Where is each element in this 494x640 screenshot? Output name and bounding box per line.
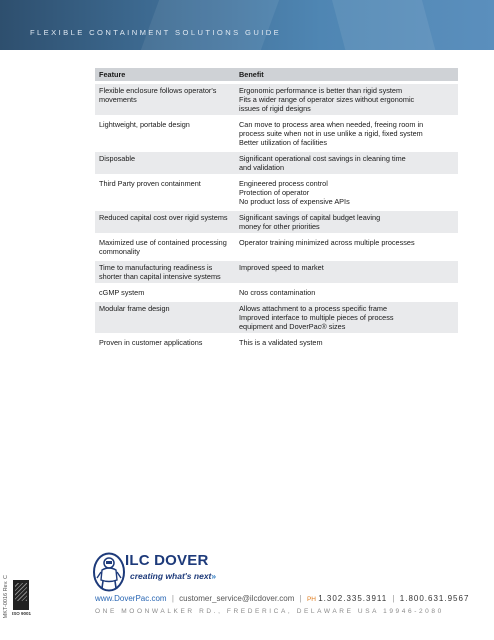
benefit-text-line: process suite when not in use unlike a rigid, fixed system [239, 129, 423, 138]
tagline-text: creating what's next [130, 571, 212, 581]
table-row [95, 285, 458, 301]
brand-block [92, 552, 222, 592]
table-row [95, 301, 458, 335]
company-address: ONE MOONWALKER RD., FREDERICA, DELAWARE USA 19946-2080 [95, 608, 444, 615]
brand-tagline [130, 571, 216, 581]
table-row [95, 260, 458, 285]
benefit-cell [235, 301, 458, 335]
benefit-cell [235, 285, 458, 301]
benefit-text-line: Fits a wider range of operator sizes without ergonomic [239, 95, 415, 104]
benefit-text-line: Operator training minimized across multiple processes [239, 238, 415, 247]
benefit-cell [235, 210, 458, 235]
feature-cell [95, 210, 235, 235]
guide-title: FLEXIBLE CONTAINMENT SOLUTIONS GUIDE [30, 28, 282, 37]
tollfree-number: 1.800.631.9567 [399, 594, 470, 603]
contact-separator: | [171, 594, 174, 603]
feature-cell [95, 83, 235, 117]
phone-label: PH [306, 596, 316, 603]
benefit-text-line: issues of rigid designs [239, 104, 311, 113]
feature-text-line: Time to manufacturing readiness is [99, 263, 213, 272]
header-banner [0, 0, 494, 50]
astronaut-logo-icon [92, 552, 126, 592]
email-link[interactable]: customer_service@ilcdover.com [179, 594, 295, 603]
feature-text-line: Reduced capital cost over rigid systems [99, 213, 228, 222]
feature-text-line: Maximized use of contained processing [99, 238, 227, 247]
tagline-arrow-icon: » [211, 571, 217, 581]
feature-text-line: Lightweight, portable design [99, 120, 190, 129]
iso-certification-label: ISO 9001 [12, 611, 32, 616]
document-code: MKT-0016 Rev. C [3, 575, 9, 619]
feature-cell [95, 260, 235, 285]
table-row [95, 235, 458, 260]
benefit-text-line: Improved speed to market [239, 263, 324, 272]
table-row [95, 151, 458, 176]
benefit-cell [235, 151, 458, 176]
benefit-cell [235, 260, 458, 285]
iso-badge-pattern [15, 583, 27, 601]
feature-cell [95, 176, 235, 210]
contact-separator: | [299, 594, 302, 603]
table-row [95, 335, 458, 350]
feature-cell [95, 285, 235, 301]
benefit-text-line: Ergonomic performance is better than rigid system [239, 86, 403, 95]
banner-highlight [134, 0, 287, 50]
feature-cell [95, 151, 235, 176]
feature-cell [95, 235, 235, 260]
banner-highlight [329, 0, 440, 50]
iso-certification-badge [13, 580, 29, 610]
benefit-cell [235, 83, 458, 117]
benefit-text-line: This is a validated system [239, 338, 323, 347]
website-link[interactable]: www.DoverPac.com [95, 594, 167, 603]
feature-text-line: movements [99, 95, 137, 104]
benefit-text-line: Improved interface to multiple pieces of process [239, 313, 394, 322]
feature-text-line: Third Party proven containment [99, 179, 201, 188]
benefit-text-line: Allows attachment to a process specific frame [239, 304, 388, 313]
benefit-text-line: Better utilization of facilities [239, 138, 328, 147]
benefit-text-line: and validation [239, 163, 285, 172]
table-row [95, 210, 458, 235]
benefit-text-line: No cross contamination [239, 288, 316, 297]
phone-number: 1.302.335.3911 [318, 594, 388, 603]
contact-separator: | [392, 594, 395, 603]
benefit-text-line: Engineered process control [239, 179, 328, 188]
contact-line [95, 594, 469, 603]
brand-name: ILC DOVER [125, 552, 209, 569]
table-header-row [95, 68, 458, 83]
benefit-cell [235, 335, 458, 350]
table-row [95, 117, 458, 151]
benefit-text-line: Significant operational cost savings in cleaning time [239, 154, 406, 163]
column-header-benefit: Benefit [235, 68, 458, 83]
feature-text-line: shorter than capital intensive systems [99, 272, 221, 281]
feature-text-line: commonality [99, 247, 140, 256]
column-header-feature: Feature [95, 68, 235, 83]
benefit-text-line: No product loss of expensive APIs [239, 197, 350, 206]
benefit-text-line: Significant savings of capital budget leaving [239, 213, 381, 222]
table-row [95, 176, 458, 210]
benefit-text-line: Protection of operator [239, 188, 310, 197]
feature-text-line: Proven in customer applications [99, 338, 203, 347]
benefit-text-line: equipment and DoverPac® sizes [239, 322, 346, 331]
benefit-text-line: Can move to process area when needed, freeing room in [239, 120, 424, 129]
benefit-cell [235, 235, 458, 260]
table-body [95, 83, 458, 350]
feature-benefit-table [95, 68, 458, 349]
feature-text-line: Disposable [99, 154, 136, 163]
feature-text-line: Flexible enclosure follows operator's [99, 86, 217, 95]
feature-text-line: cGMP system [99, 288, 145, 297]
feature-cell [95, 117, 235, 151]
benefit-text-line: money for other priorities [239, 222, 320, 231]
feature-text-line: Modular frame design [99, 304, 170, 313]
benefit-cell [235, 176, 458, 210]
table-row [95, 83, 458, 117]
feature-cell [95, 335, 235, 350]
feature-cell [95, 301, 235, 335]
benefit-cell [235, 117, 458, 151]
